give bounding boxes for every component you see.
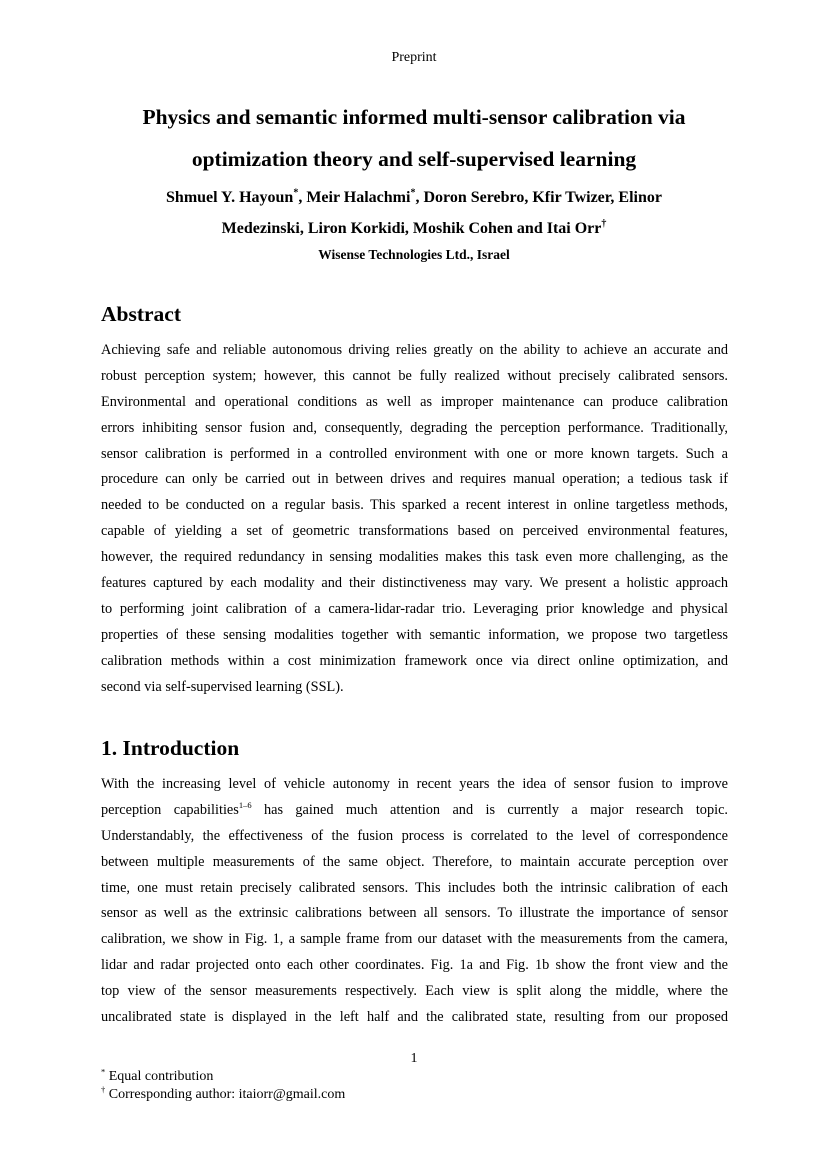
text-line: lidar and radar projected onto each other coordinates. Fig. 1a and Fig. 1b show the front view and the (101, 957, 728, 974)
introduction-heading: 1. Introduction (101, 736, 240, 760)
text-line: needed to be conducted on a regular basis. This sparked a recent interest in online targetless methods, (101, 497, 728, 514)
text-line: however, the required redundancy in sensing modalities makes this task even more challenging, as the (101, 549, 728, 566)
text-line: procedure can only be carried out in between drives and requires manual operation; a tedious task if (101, 471, 728, 488)
footnote-mark: * (101, 1066, 106, 1077)
abstract-text (101, 338, 728, 700)
text-line: sensor as well as the extrinsic calibrations between all sensors. To illustrate the importance of sensor (101, 905, 728, 922)
text-line: between multiple measurements of the same object. Therefore, to maintain accurate perception over (101, 853, 728, 870)
author-list (90, 182, 738, 244)
text-line: top view of the sensor measurements respectively. Each view is split along the middle, where the (101, 983, 728, 1000)
footnote-text: Corresponding author: itaiorr@gmail.com (108, 1087, 346, 1102)
authors-line-1: Shmuel Y. Hayoun*, Meir Halachmi*, Doron Serebro, Kfir Twizer, Elinor (166, 187, 662, 206)
text-line: Understandably, the effectiveness of the fusion process is correlated to the level of correspondence (101, 827, 728, 844)
text-line: properties of these sensing modalities together with semantic information, we propose two targetless (101, 626, 728, 643)
text-line: features captured by each modality and their distinctiveness may vary. We present a holistic approach (101, 575, 728, 592)
text-line: second via self-supervised learning (SSL). (101, 678, 344, 695)
text-line: capable of yielding a set of geometric transformations based on perceived environmental features, (101, 523, 728, 540)
intro-line: With the increasing level of vehicle autonomy in recent years the idea of sensor fusion to improve (101, 776, 728, 792)
text-line: robust perception system; however, this cannot be fully realized without precisely calibrated sensors. (101, 367, 728, 384)
authors-line-2: Medezinski, Liron Korkidi, Moshik Cohen and Itai Orr† (221, 218, 607, 237)
citation-ref: 1–6 (238, 800, 252, 811)
text-line: uncalibrated state is displayed in the left half and the calibrated state, resulting from our proposed (101, 1009, 728, 1026)
footnotes (101, 1068, 345, 1104)
text-line: to performing joint calibration of a camera-lidar-radar trio. Leveraging prior knowledge and physical (101, 600, 728, 617)
abstract-heading: Abstract (101, 302, 182, 326)
affiliation: Wisense Technologies Ltd., Israel (318, 247, 510, 262)
footnote-text: Equal contribution (108, 1069, 214, 1084)
running-header: Preprint (391, 50, 437, 65)
text-line: errors inhibiting sensor fusion and, consequently, degrading the perception performance. Traditionally, (101, 419, 728, 436)
footnote-equal-contribution (101, 1068, 345, 1086)
intro-line-text: has gained much attention and is currently a major research topic. (251, 801, 728, 818)
introduction-text (101, 772, 728, 1031)
footnote-corresponding-author (101, 1086, 345, 1104)
text-line: calibration, we show in Fig. 1, a sample frame from our dataset with the measurements from the camera, (101, 931, 728, 948)
text-line: Environmental and operational conditions as well as improper maintenance can produce calibration (101, 393, 728, 410)
text-line: calibration methods within a cost minimization framework once via direct online optimization, and (101, 652, 728, 669)
intro-line-text: perception capabilities (101, 801, 239, 818)
intro-line (101, 798, 728, 824)
title-line-1: Physics and semantic informed multi-sensor calibration via (142, 105, 686, 129)
footnote-mark: † (101, 1084, 106, 1095)
text-line: Achieving safe and reliable autonomous driving relies greatly on the ability to achieve an accurate and (101, 342, 728, 358)
title-line-2: optimization theory and self-supervised learning (191, 147, 637, 171)
paper-title (90, 96, 738, 180)
text-line: time, one must retain precisely calibrated sensors. This includes both the intrinsic calibration of each (101, 879, 728, 896)
text-line: sensor calibration is performed in a controlled environment with one or more known targets. Such a (101, 445, 728, 462)
page-number: 1 (410, 1051, 418, 1066)
